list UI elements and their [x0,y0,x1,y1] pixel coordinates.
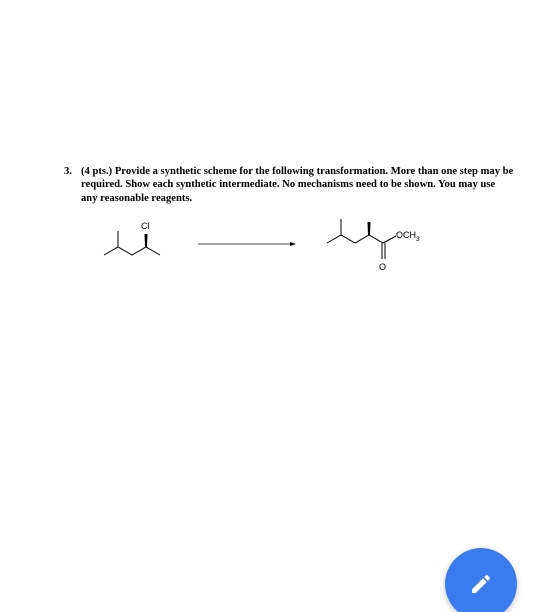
product-structure [327,219,396,259]
question-number: 3. [64,166,72,177]
edit-fab-button[interactable] [445,548,517,612]
reaction-arrow [198,242,296,246]
starting-material-structure [104,231,160,255]
product-carbonyl-o-label: O [379,262,387,272]
pencil-icon [469,572,493,596]
product-ester-label: $OCH_3$ [396,230,420,243]
question-text: (4 pts.) Provide a synthetic scheme for the following transformation. More than one step may be required. Show each synthetic intermediate. No mechanisms need to be shown. You may use any reasonable reagents. [81,166,514,204]
starting-material-cl-label: Cl [141,221,150,231]
